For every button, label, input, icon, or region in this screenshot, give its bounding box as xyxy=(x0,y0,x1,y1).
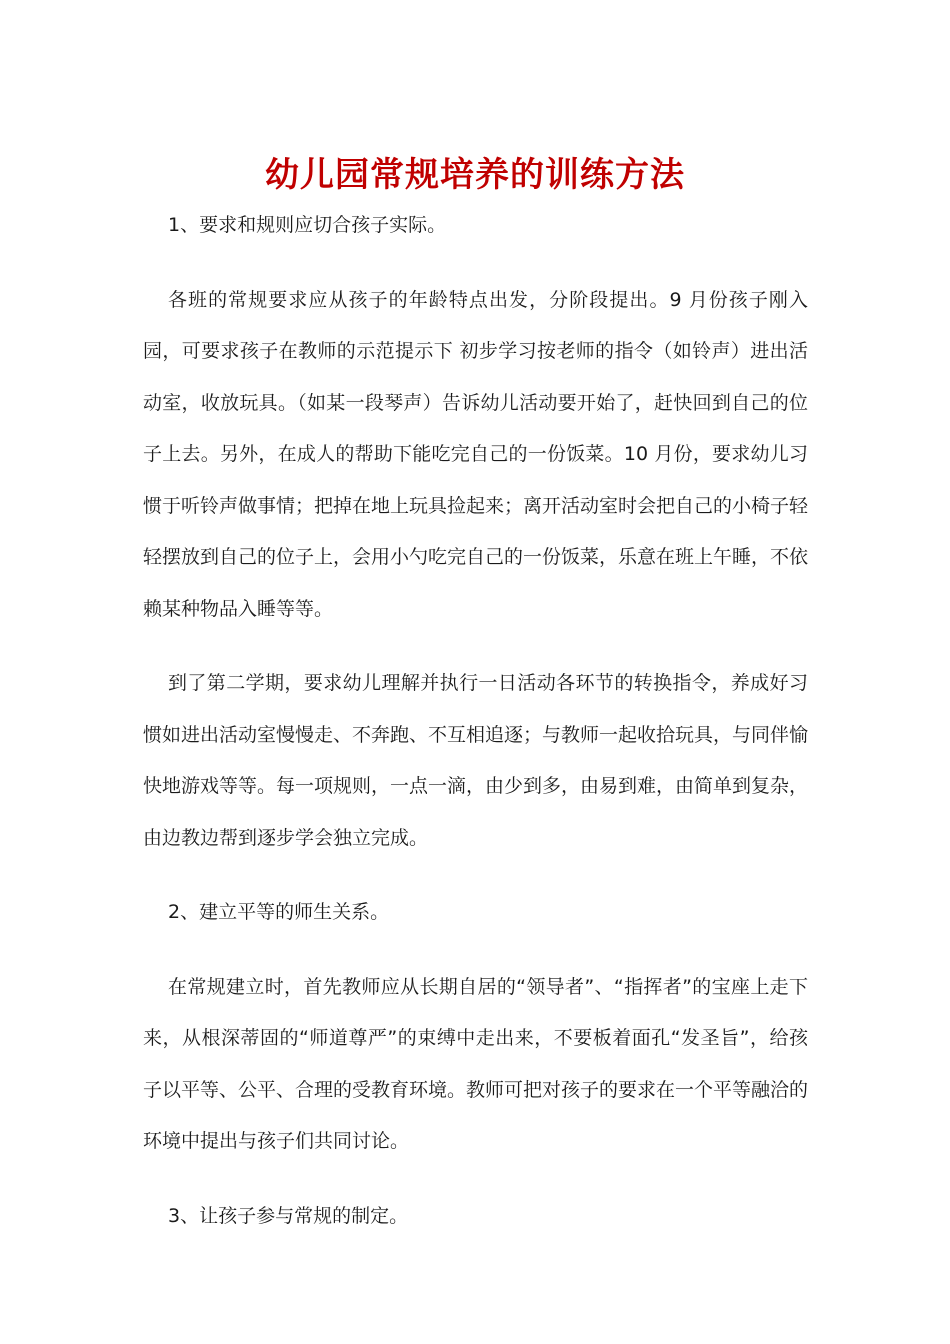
section-1-heading: 1、要求和规则应切合孩子实际。 xyxy=(168,214,447,236)
spacer xyxy=(143,864,808,887)
section-2-heading: 2、建立平等的师生关系。 xyxy=(168,901,390,923)
section-2-paragraph-1: 在常规建立时，首先教师应从长期自居的“领导者”、“指挥者”的宝座上走下来，从根深蒂固的“师道尊严”的束缚中走出来，不要板着面孔“发圣旨”，给孩子以平等、公平、合理的受教育环境。教师可把对孩子的要求在一个平等融洽的环境中提出与孩子们共同讨论。 xyxy=(143,975,809,1152)
section-1-paragraph-1: 各班的常规要求应从孩子的年龄特点出发，分阶段提出。9 月份孩子刚入园，可要求孩子在教师的示范提示下 初步学习按老师的指令（如铃声）进出活动室，收放玩具。（如某一段琴声）告诉幼儿活动要开始了，赶快回到自己的位子上去。另外，在成人的帮助下能吃完自己的一份饭菜。10 月份，要求幼儿习惯于听铃声做事情；把掉在地上玩具捡起来；离开活动室时会把自己的小椅子轻轻摆放到自己的位子上，会用小勺吃完自己的一份饭菜，乐意在班上午睡，不依赖某种物品入睡等等。 xyxy=(143,288,809,620)
spacer xyxy=(143,1168,808,1191)
spacer xyxy=(143,635,808,658)
spacer xyxy=(143,939,808,962)
document-title: 幼儿园常规培养的训练方法 xyxy=(265,154,685,195)
document-body xyxy=(143,200,808,1242)
spacer xyxy=(143,252,808,275)
section-1-paragraph-2: 到了第二学期，要求幼儿理解并执行一日活动各环节的转换指令，养成好习惯如进出活动室慢慢走、不奔跑、不互相追逐；与教师一起收拾玩具，与同伴愉快地游戏等等。每一项规则，一点一滴，由少到多，由易到难，由简单到复杂，由边教边帮到逐步学会独立完成。 xyxy=(143,672,809,849)
section-3-heading: 3、让孩子参与常规的制定。 xyxy=(168,1204,409,1227)
